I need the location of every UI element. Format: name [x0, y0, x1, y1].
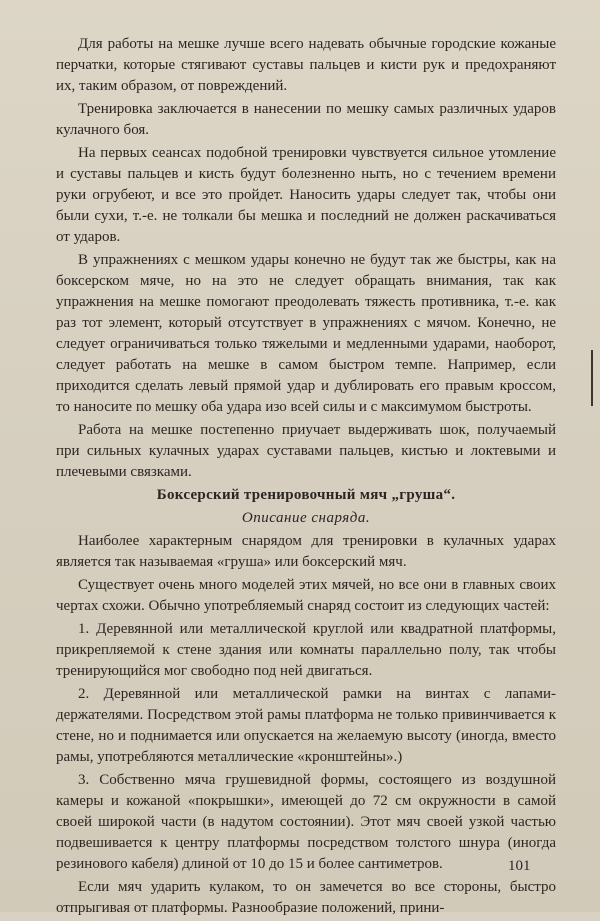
section-title: Боксерский тренировочный мяч „груша“.	[156, 487, 456, 503]
paragraph: Если мяч ударить кулаком, то он замечется во все стороны, быстро отпрыгивая от платформы. Разнообразие положений, прини-	[56, 879, 556, 916]
paragraph: Работа на мешке постепенно приучает выдерживать шок, получаемый при сильных кулачных ударах суставами пальцев, кистью и локтевыми и плечевыми связками.	[56, 422, 556, 480]
list-item: 2. Деревянной или металлической рамки на винтах с лапами-держателями. Посредством этой рамы платформа не только привинчивается к стене, но и поднимается или опускается на желаемую высоту (иногда, вместо рамы, употребляются металлические «кронштейны».)	[56, 686, 556, 765]
margin-pencil-mark	[591, 350, 593, 406]
page-body	[56, 34, 556, 921]
page-number: 101	[508, 858, 531, 874]
list-item: 1. Деревянной или металлической круглой или квадратной платформы, прикрепляемой к стене здания или комнаты параллельно полу, так чтобы тренирующийся мог свободно под ней двигаться.	[56, 621, 556, 679]
list-item: 3. Собственно мяча грушевидной формы, состоящего из воздушной камеры и кожаной «покрышки», имеющей до 72 см окружности в самой своей широкой части (в надутом состоянии). Этот мяч своей узкой частью подвешивается к центру платформы посредством толстого шнура (иногда резинового кабеля) длиной от 10 до 15 и более сантиметров.	[56, 772, 556, 872]
paragraph: Наиболее характерным снарядом для тренировки в кулачных ударах является так называемая «груша» или боксерский мяч.	[56, 533, 556, 570]
paragraph: В упражнениях с мешком удары конечно не будут так же быстры, как на боксерском мяче, но на это не следует обращать внимания, так как упражнения на мешке помогают преодолевать тяжесть противника, т.-е. как раз тот элемент, который отсутствует в упражнениях с мячом. Конечно, не следует ограничиваться только тяжелыми и медленными ударами, наоборот, следует работать на мешке в самом быстром темпе. Например, если приходится сделать левый прямой удар и дублировать его правым кроссом, то наносите по мешку оба удара изо всей силы и с максимумом быстроты.	[56, 252, 556, 415]
section-subtitle: Описание снаряда.	[241, 510, 371, 526]
paragraph: Тренировка заключается в нанесении по мешку самых различных ударов кулачного боя.	[56, 101, 556, 138]
paragraph: На первых сеансах подобной тренировки чувствуется сильное утомление и суставы пальцев и кисть будут болезненно ныть, но с течением времени руки огрубеют, и все это пройдет. Наносить удары следует так, чтобы они были сухи, т.-е. не толкали бы мешка и последний не должен раскачиваться от ударов.	[56, 145, 556, 245]
paragraph: Существует очень много моделей этих мячей, но все они в главных своих чертах схожи. Обычно употребляемый снаряд состоит из следующих частей:	[56, 577, 556, 614]
paragraph: Для работы на мешке лучше всего надевать обычные городские кожаные перчатки, которые стягивают суставы пальцев и кисти рук и предохраняют их, таким образом, от повреждений.	[56, 36, 556, 94]
